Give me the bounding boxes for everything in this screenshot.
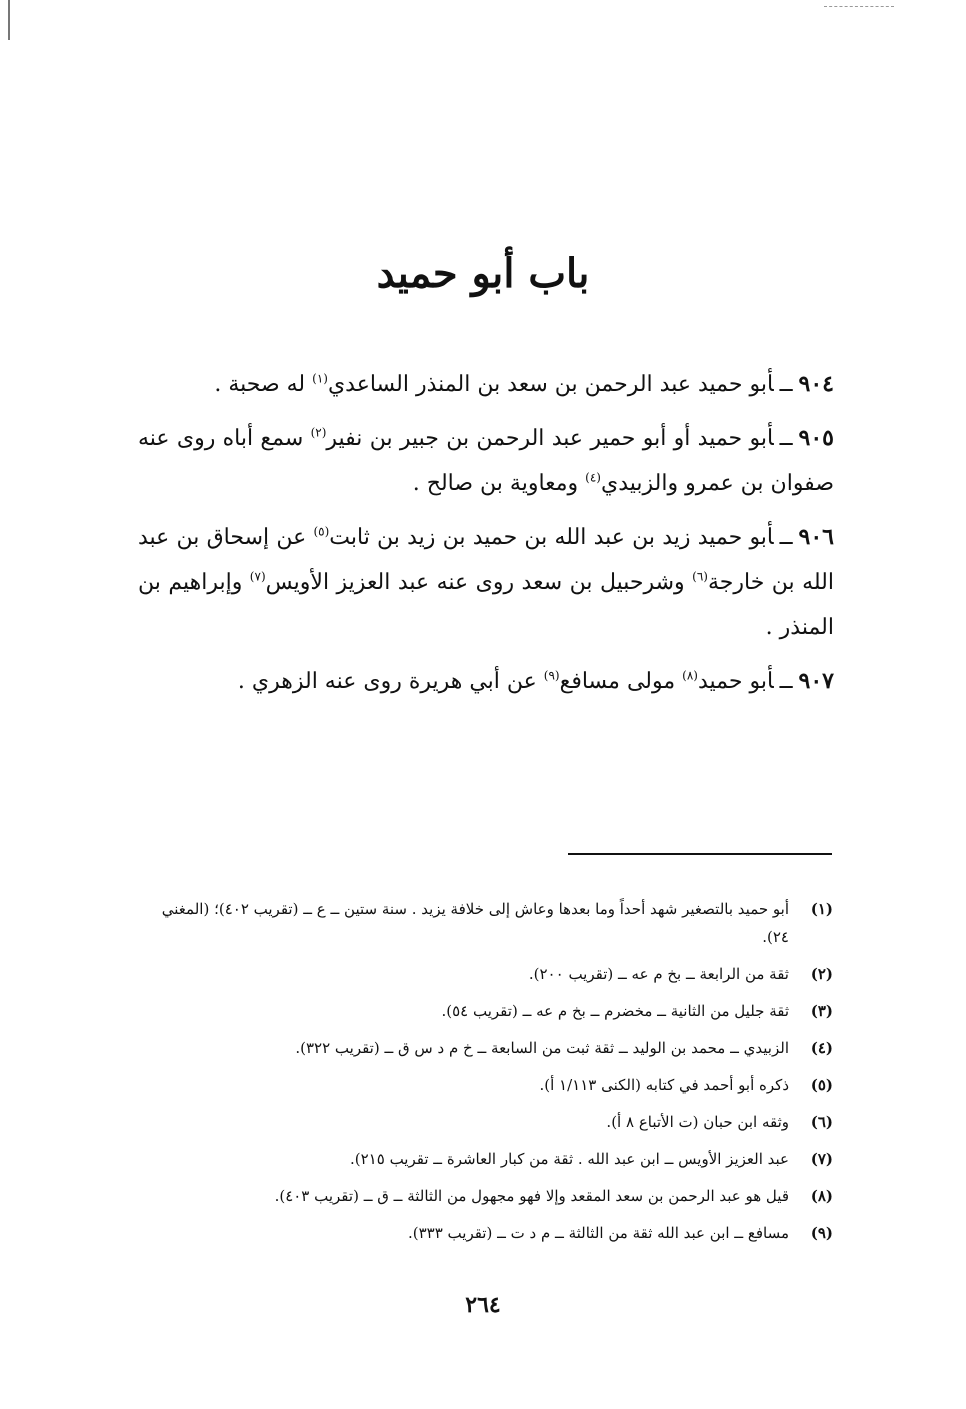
entry-text: مولى مسافع [559, 669, 683, 694]
footnote-number: (٦) [810, 1113, 833, 1131]
footnote-ref[interactable]: (٤) [585, 470, 601, 485]
entry-dash: ــ [779, 669, 793, 694]
footnote-number: (٩) [810, 1224, 833, 1242]
entry-text: سمع أباه روى عنه صفوان بن عمرو والزبيدي [138, 426, 834, 496]
entry-904 [138, 362, 834, 407]
entry-text: عن إسحاق بن عبد الله بن خارجة [138, 525, 834, 595]
footnote-ref[interactable]: (٨) [682, 668, 698, 683]
footnote-ref[interactable]: (٩) [543, 668, 560, 683]
footnote-text: مسافع ــ ابن عبد الله ثقة من الثالثة ــ م د ت ــ (تقريب ٣٣٣). [407, 1224, 789, 1242]
footnote-text: ذكره أبو أحمد في كتابه (الكنى ١/١١٣ أ). [539, 1076, 789, 1094]
footnote-number: (٤) [810, 1039, 833, 1057]
entry-907 [138, 659, 834, 704]
footnote-text: ثقة من الرابعة ــ بخ م عه ــ (تقريب ٢٠٠). [528, 965, 789, 983]
entries-list [138, 362, 834, 713]
footnote-4 [135, 1034, 833, 1062]
page-title: باب أبو حميد [376, 250, 590, 297]
entry-906 [138, 515, 834, 650]
entry-text: أبو حميد عبد الرحمن بن سعد بن المنذر الساعدي [327, 372, 774, 397]
footnote-9 [135, 1219, 833, 1247]
entry-number: ٩٠٦ [798, 524, 834, 550]
footnote-text: ثقة جليل من الثانية ــ مخضرم ــ بخ م عه ــ (تقريب ٥٤). [441, 1002, 789, 1020]
entry-905 [138, 416, 834, 506]
entry-text: أبو حميد أو أبو حمير عبد الرحمن بن جبير بن نفير [326, 426, 774, 451]
footnote-text: الزبيدي ــ محمد بن الوليد ــ ثقة ثبت من السابعة ــ خ م د س ق ــ (تقريب ٣٢٢). [295, 1039, 789, 1057]
footnote-2 [135, 960, 833, 988]
entry-dash: ــ [779, 372, 793, 397]
footnote-7 [135, 1145, 833, 1173]
footnotes-list [135, 895, 833, 1256]
footnote-ref[interactable]: (٦) [692, 569, 708, 584]
entry-number: ٩٠٥ [798, 425, 834, 451]
footnote-8 [135, 1182, 833, 1210]
footnote-number: (٢) [810, 965, 833, 983]
scan-edge-mark [8, 0, 10, 40]
entry-text: له صحبة . [214, 372, 313, 397]
footnote-ref[interactable]: (٧) [249, 569, 266, 584]
footnote-number: (١) [810, 900, 833, 918]
footnote-ref[interactable]: (٢) [310, 425, 327, 440]
footnote-separator [568, 853, 832, 855]
entry-text: وإبراهيم بن المنذر . [138, 570, 834, 640]
footnote-text: قيل هو عبد الرحمن بن سعد المقعد وإلا فهو مجهول من الثالثة ــ ق ــ (تقريب ٤٠٣). [274, 1187, 789, 1205]
entry-dash: ــ [779, 426, 793, 451]
footnote-number: (٨) [810, 1187, 833, 1205]
footnote-ref[interactable]: (١) [312, 371, 328, 386]
entry-text: ومعاوية بن صالح . [412, 471, 586, 496]
footnote-1 [135, 895, 833, 951]
entry-text: عن أبي هريرة روى عنه الزهري . [237, 669, 544, 694]
footnote-6 [135, 1108, 833, 1136]
footnote-text: أبو حميد بالتصغير شهد أحداً وما بعدها وعاش إلى خلافة يزيد . سنة ستين ــ ع ــ (تقريب ٤٠٢)؛ (المغني ٢٤). [161, 900, 789, 946]
scan-top-mark [824, 6, 894, 7]
footnote-number: (٧) [810, 1150, 833, 1168]
footnote-text: وثقه ابن حبان (ت الأتباع ٨ أ). [606, 1113, 789, 1131]
entry-text: أبو حميد [697, 669, 774, 694]
entry-text: وشرحبيل بن سعد روى عنه عبد العزيز الأويس [265, 570, 693, 595]
page-number: ٢٦٤ [465, 1292, 501, 1318]
footnote-number: (٥) [810, 1076, 833, 1094]
footnote-3 [135, 997, 833, 1025]
footnote-5 [135, 1071, 833, 1099]
footnote-ref[interactable]: (٥) [313, 524, 330, 539]
entry-text: أبو حميد زيد بن عبد الله بن حميد بن زيد بن ثابت [329, 525, 774, 550]
entry-number: ٩٠٧ [798, 668, 834, 694]
footnote-number: (٣) [810, 1002, 833, 1020]
footnote-text: عبد العزيز الأويس ــ ابن عبد الله . ثقة من كبار العاشرة ــ تقريب ٢١٥). [350, 1150, 789, 1168]
entry-number: ٩٠٤ [798, 371, 834, 397]
entry-dash: ــ [779, 525, 793, 550]
